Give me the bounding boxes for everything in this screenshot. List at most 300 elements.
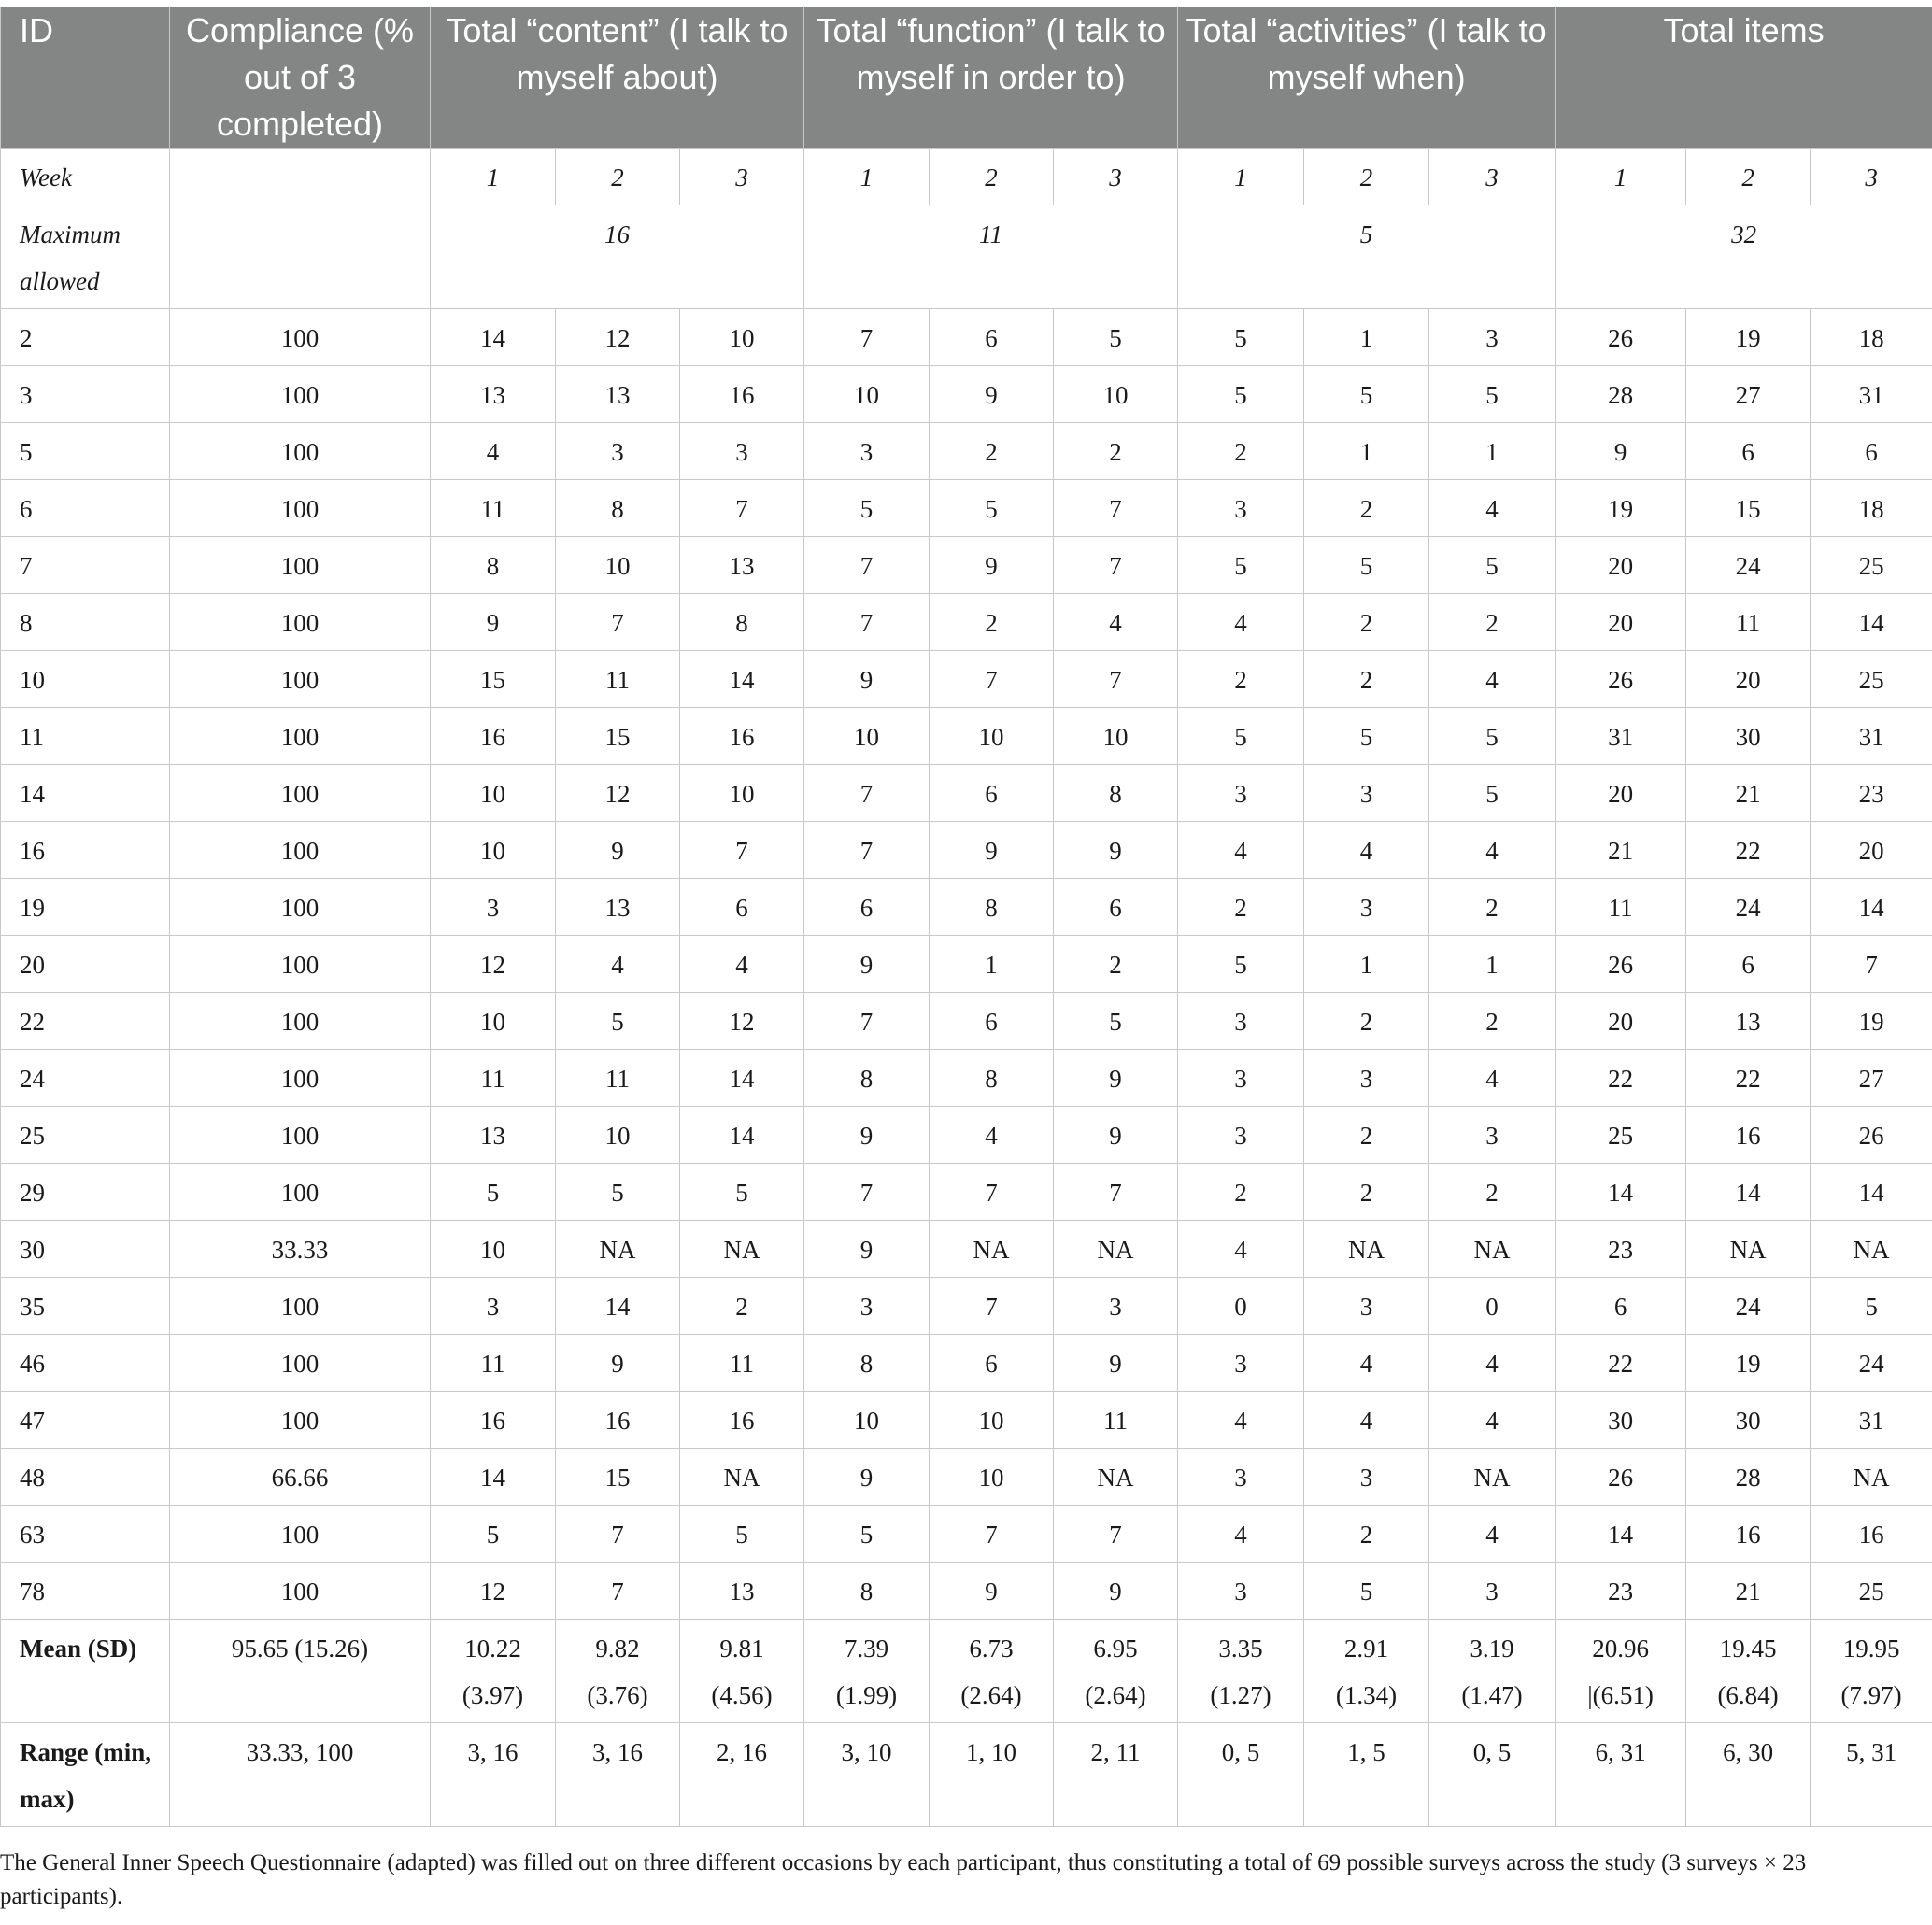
score-cell: 12 — [431, 936, 556, 993]
mean-sd-row — [1, 1620, 1932, 1723]
compliance-cell: 100 — [170, 879, 431, 936]
mean-sd-cell — [1178, 1620, 1304, 1723]
score-cell: 4 — [1178, 1392, 1304, 1449]
week-cell: 2 — [1304, 149, 1429, 205]
mean-value: 6.73 — [969, 1635, 1014, 1663]
participant-id: 63 — [1, 1506, 170, 1563]
score-cell: 31 — [1811, 366, 1932, 423]
mean-value: 19.45 — [1719, 1635, 1777, 1663]
score-cell: NA — [930, 1221, 1054, 1278]
participant-id: 47 — [1, 1392, 170, 1449]
score-cell: 2 — [1429, 879, 1556, 936]
score-cell: 5 — [1054, 309, 1178, 366]
score-cell: 20 — [1686, 651, 1811, 708]
score-cell: 14 — [680, 1050, 804, 1107]
score-cell: 5 — [1304, 1563, 1429, 1620]
score-cell: 10 — [556, 1107, 680, 1164]
score-cell: 9 — [556, 1335, 680, 1392]
score-cell: 11 — [556, 651, 680, 708]
score-cell: NA — [556, 1221, 680, 1278]
table-row — [1, 1221, 1932, 1278]
table-row — [1, 309, 1932, 366]
score-cell: 25 — [1811, 537, 1932, 594]
score-cell: 6 — [1556, 1278, 1686, 1335]
score-cell: 1 — [1429, 936, 1556, 993]
score-cell: 7 — [804, 594, 930, 651]
score-cell: 10 — [804, 366, 930, 423]
week-cell: 1 — [1556, 149, 1686, 205]
score-cell: 9 — [1054, 1107, 1178, 1164]
score-cell: 7 — [930, 1278, 1054, 1335]
table-row — [1, 366, 1932, 423]
score-cell: 7 — [804, 822, 930, 879]
score-cell: 2 — [1304, 993, 1429, 1050]
sd-value: (3.97) — [462, 1681, 524, 1709]
score-cell: 11 — [1686, 594, 1811, 651]
participant-id: 14 — [1, 765, 170, 822]
score-cell: 4 — [1178, 1506, 1304, 1563]
score-cell: 9 — [431, 594, 556, 651]
score-cell: 13 — [431, 1107, 556, 1164]
score-cell: 2 — [1304, 480, 1429, 537]
score-cell: 25 — [1811, 651, 1932, 708]
participant-id: 29 — [1, 1164, 170, 1221]
participant-id: 25 — [1, 1107, 170, 1164]
score-cell: 11 — [431, 1335, 556, 1392]
score-cell: 4 — [1304, 822, 1429, 879]
score-cell: 15 — [431, 651, 556, 708]
range-cell: 1, 5 — [1304, 1723, 1429, 1827]
week-cell: 3 — [1429, 149, 1556, 205]
table-row — [1, 1335, 1932, 1392]
header-total-items: Total items — [1556, 7, 1932, 149]
header-activities: Total “activities” (I talk to myself when) — [1178, 7, 1556, 149]
score-cell: 22 — [1556, 1335, 1686, 1392]
mean-compliance: 95.65 (15.26) — [170, 1620, 431, 1723]
range-cell: 6, 31 — [1556, 1723, 1686, 1827]
header-id: ID — [1, 7, 170, 149]
score-cell: 9 — [930, 1563, 1054, 1620]
table-row — [1, 765, 1932, 822]
score-cell: 6 — [1686, 423, 1811, 480]
score-cell: 5 — [680, 1164, 804, 1221]
mean-value: 19.95 — [1842, 1635, 1900, 1663]
score-cell: 15 — [1686, 480, 1811, 537]
participant-id: 48 — [1, 1449, 170, 1506]
mean-sd-cell — [680, 1620, 804, 1723]
score-cell: 21 — [1556, 822, 1686, 879]
score-cell: 16 — [680, 708, 804, 765]
score-cell: 3 — [431, 879, 556, 936]
score-cell: 6 — [1054, 879, 1178, 936]
header-content: Total “content” (I talk to myself about) — [431, 7, 804, 149]
score-cell: 19 — [1686, 1335, 1811, 1392]
score-cell: 5 — [930, 480, 1054, 537]
compliance-cell: 100 — [170, 1107, 431, 1164]
compliance-cell: 100 — [170, 651, 431, 708]
score-cell: 7 — [804, 993, 930, 1050]
score-cell: 10 — [804, 708, 930, 765]
range-row — [1, 1723, 1932, 1827]
score-cell: 10 — [680, 765, 804, 822]
score-cell: 3 — [1429, 309, 1556, 366]
mean-sd-cell — [1686, 1620, 1811, 1723]
range-cell: 6, 30 — [1686, 1723, 1811, 1827]
week-cell: 2 — [930, 149, 1054, 205]
score-cell: 2 — [930, 594, 1054, 651]
score-cell: 9 — [804, 936, 930, 993]
score-cell: 26 — [1811, 1107, 1932, 1164]
score-cell: 6 — [930, 765, 1054, 822]
score-cell: 3 — [1178, 765, 1304, 822]
score-cell: 3 — [1304, 765, 1429, 822]
score-cell: 30 — [1556, 1392, 1686, 1449]
score-cell: 8 — [680, 594, 804, 651]
score-cell: 26 — [1556, 651, 1686, 708]
score-cell: 0 — [1429, 1278, 1556, 1335]
score-cell: 5 — [1178, 708, 1304, 765]
score-cell: 11 — [556, 1050, 680, 1107]
score-cell: 11 — [680, 1335, 804, 1392]
score-cell: 7 — [804, 1164, 930, 1221]
table-row — [1, 480, 1932, 537]
score-cell: 7 — [556, 1563, 680, 1620]
score-cell: 5 — [1178, 366, 1304, 423]
score-cell: 3 — [1178, 993, 1304, 1050]
mean-sd-cell — [1556, 1620, 1686, 1723]
participant-id: 30 — [1, 1221, 170, 1278]
maximum-activities: 5 — [1178, 205, 1556, 309]
participant-id: 20 — [1, 936, 170, 993]
score-cell: 19 — [1686, 309, 1811, 366]
score-cell: 12 — [556, 765, 680, 822]
score-cell: 2 — [1429, 594, 1556, 651]
week-cell: 2 — [1686, 149, 1811, 205]
score-cell: 4 — [930, 1107, 1054, 1164]
score-cell: 14 — [1556, 1506, 1686, 1563]
score-cell: 25 — [1556, 1107, 1686, 1164]
table-row — [1, 1050, 1932, 1107]
score-cell: 8 — [930, 879, 1054, 936]
score-cell: 14 — [680, 1107, 804, 1164]
sd-value: (4.56) — [711, 1681, 773, 1709]
table-row — [1, 1392, 1932, 1449]
score-cell: 4 — [1178, 594, 1304, 651]
score-cell: 16 — [1686, 1506, 1811, 1563]
sd-value: (1.47) — [1461, 1681, 1523, 1709]
range-cell: 3, 16 — [556, 1723, 680, 1827]
score-cell: 2 — [1429, 1164, 1556, 1221]
sd-value: (7.97) — [1840, 1681, 1902, 1709]
score-cell: 3 — [1304, 879, 1429, 936]
score-cell: 7 — [1054, 1506, 1178, 1563]
maximum-allowed-label: Maximum allowed — [1, 205, 170, 309]
score-cell: 5 — [1178, 537, 1304, 594]
score-cell: 10 — [930, 1449, 1054, 1506]
score-cell: NA — [1304, 1221, 1429, 1278]
score-cell: 28 — [1686, 1449, 1811, 1506]
table-row — [1, 708, 1932, 765]
score-cell: 24 — [1686, 537, 1811, 594]
score-cell: 5 — [556, 1164, 680, 1221]
score-cell: 11 — [1054, 1392, 1178, 1449]
mean-value: 3.19 — [1470, 1635, 1514, 1663]
score-cell: 16 — [680, 366, 804, 423]
compliance-cell: 100 — [170, 1278, 431, 1335]
score-cell: 16 — [431, 708, 556, 765]
score-cell: 13 — [680, 1563, 804, 1620]
score-cell: 4 — [1429, 1392, 1556, 1449]
participant-id: 3 — [1, 366, 170, 423]
score-cell: 4 — [1429, 480, 1556, 537]
score-cell: 2 — [1304, 1164, 1429, 1221]
score-cell: 6 — [804, 879, 930, 936]
score-cell: 16 — [680, 1392, 804, 1449]
score-cell: 24 — [1686, 879, 1811, 936]
mean-value: 9.81 — [719, 1635, 764, 1663]
score-cell: 5 — [431, 1506, 556, 1563]
score-cell: 26 — [1556, 309, 1686, 366]
compliance-cell: 100 — [170, 480, 431, 537]
table-row — [1, 1164, 1932, 1221]
score-cell: 11 — [1556, 879, 1686, 936]
score-cell: 2 — [1178, 879, 1304, 936]
score-cell: 31 — [1811, 708, 1932, 765]
compliance-cell: 100 — [170, 423, 431, 480]
score-cell: 14 — [1556, 1164, 1686, 1221]
score-cell: 5 — [1178, 936, 1304, 993]
compliance-cell: 100 — [170, 936, 431, 993]
maximum-function: 11 — [804, 205, 1178, 309]
participant-id: 24 — [1, 1050, 170, 1107]
score-cell: 5 — [1304, 366, 1429, 423]
score-cell: 5 — [804, 1506, 930, 1563]
score-cell: 10 — [556, 537, 680, 594]
participant-id: 10 — [1, 651, 170, 708]
score-cell: 23 — [1556, 1563, 1686, 1620]
score-cell: 2 — [1178, 1164, 1304, 1221]
score-cell: 7 — [680, 480, 804, 537]
score-cell: 10 — [1054, 708, 1178, 765]
range-cell: 3, 10 — [804, 1723, 930, 1827]
score-cell: 2 — [1304, 1107, 1429, 1164]
score-cell: 21 — [1686, 765, 1811, 822]
participant-id: 16 — [1, 822, 170, 879]
score-cell: 4 — [1429, 822, 1556, 879]
score-cell: 9 — [804, 651, 930, 708]
score-cell: NA — [680, 1221, 804, 1278]
score-cell: 5 — [1429, 366, 1556, 423]
score-cell: 3 — [431, 1278, 556, 1335]
compliance-cell: 100 — [170, 1506, 431, 1563]
score-cell: 7 — [1054, 1164, 1178, 1221]
score-cell: 24 — [1811, 1335, 1932, 1392]
score-cell: 4 — [431, 423, 556, 480]
compliance-cell: 100 — [170, 708, 431, 765]
sd-value: (3.76) — [587, 1681, 648, 1709]
score-cell: 4 — [1304, 1392, 1429, 1449]
score-cell: 9 — [930, 366, 1054, 423]
score-cell: 2 — [1054, 423, 1178, 480]
score-cell: 27 — [1811, 1050, 1932, 1107]
score-cell: 5 — [680, 1506, 804, 1563]
score-cell: 14 — [1811, 594, 1932, 651]
maximum-total: 32 — [1556, 205, 1932, 309]
score-cell: 13 — [431, 366, 556, 423]
score-cell: 14 — [1811, 879, 1932, 936]
score-cell: 10 — [930, 1392, 1054, 1449]
mean-value: 7.39 — [844, 1635, 889, 1663]
header-row — [1, 7, 1932, 149]
participant-id: 22 — [1, 993, 170, 1050]
compliance-cell: 100 — [170, 765, 431, 822]
sd-value: (6.84) — [1717, 1681, 1779, 1709]
table-row — [1, 651, 1932, 708]
score-cell: 20 — [1811, 822, 1932, 879]
score-cell: 1 — [1304, 936, 1429, 993]
score-cell: 6 — [930, 309, 1054, 366]
score-cell: 5 — [431, 1164, 556, 1221]
table-container — [0, 7, 1932, 1827]
score-cell: 9 — [1054, 822, 1178, 879]
participant-id: 35 — [1, 1278, 170, 1335]
score-cell: 8 — [431, 537, 556, 594]
score-cell: 2 — [680, 1278, 804, 1335]
score-cell: 2 — [1304, 651, 1429, 708]
score-cell: 3 — [1178, 1107, 1304, 1164]
table-footnote: The General Inner Speech Questionnaire (adapted) was filled out on three different occasions by each participant, thus constituting a total of 69 possible surveys across the study (3 surveys × 23 participants). — [0, 1850, 1807, 1909]
week-label: Week — [1, 149, 170, 205]
score-cell: 15 — [556, 1449, 680, 1506]
score-cell: 31 — [1556, 708, 1686, 765]
mean-sd-cell — [431, 1620, 556, 1723]
score-cell: 3 — [1304, 1449, 1429, 1506]
sd-value: (1.27) — [1210, 1681, 1271, 1709]
score-cell: 10 — [431, 993, 556, 1050]
score-cell: 7 — [556, 594, 680, 651]
score-cell: 20 — [1556, 594, 1686, 651]
week-cell: 3 — [680, 149, 804, 205]
score-cell: NA — [1811, 1449, 1932, 1506]
score-cell: 14 — [1811, 1164, 1932, 1221]
score-cell: 7 — [804, 537, 930, 594]
score-cell: 1 — [1429, 423, 1556, 480]
mean-sd-label: Mean (SD) — [1, 1620, 170, 1723]
score-cell: 3 — [1304, 1050, 1429, 1107]
score-cell: 4 — [1429, 1335, 1556, 1392]
score-cell: 9 — [804, 1449, 930, 1506]
score-cell: 9 — [556, 822, 680, 879]
score-cell: 25 — [1811, 1563, 1932, 1620]
score-cell: 7 — [556, 1506, 680, 1563]
mean-value: 9.82 — [595, 1635, 640, 1663]
score-cell: 2 — [1178, 423, 1304, 480]
participant-id: 2 — [1, 309, 170, 366]
score-cell: 20 — [1556, 537, 1686, 594]
score-cell: 12 — [556, 309, 680, 366]
range-label: Range (min, max) — [1, 1723, 170, 1827]
score-cell: 8 — [804, 1050, 930, 1107]
table-row — [1, 1107, 1932, 1164]
mean-sd-cell — [804, 1620, 930, 1723]
range-cell: 0, 5 — [1178, 1723, 1304, 1827]
score-cell: 7 — [1054, 537, 1178, 594]
score-cell: 28 — [1556, 366, 1686, 423]
score-cell: 5 — [804, 480, 930, 537]
mean-value: 3.35 — [1218, 1635, 1263, 1663]
header-compliance: Compliance (% out of 3 completed) — [170, 7, 431, 149]
compliance-cell: 100 — [170, 1392, 431, 1449]
score-cell: 8 — [804, 1563, 930, 1620]
score-cell: 14 — [1686, 1164, 1811, 1221]
range-cell: 5, 31 — [1811, 1723, 1932, 1827]
score-cell: 24 — [1686, 1278, 1811, 1335]
maximum-content: 16 — [431, 205, 804, 309]
score-cell: NA — [1429, 1449, 1556, 1506]
score-cell: 5 — [1429, 708, 1556, 765]
score-cell: 5 — [1429, 537, 1556, 594]
participant-id: 6 — [1, 480, 170, 537]
score-cell: 10 — [930, 708, 1054, 765]
week-compliance-empty — [170, 149, 431, 205]
participant-id: 7 — [1, 537, 170, 594]
range-cell: 2, 11 — [1054, 1723, 1178, 1827]
mean-value: 10.22 — [464, 1635, 521, 1663]
score-cell: 5 — [1178, 309, 1304, 366]
score-cell: 9 — [1054, 1563, 1178, 1620]
participant-id: 46 — [1, 1335, 170, 1392]
score-cell: 5 — [1811, 1278, 1932, 1335]
table-row — [1, 822, 1932, 879]
score-cell: 14 — [680, 651, 804, 708]
score-cell: 7 — [804, 309, 930, 366]
score-cell: NA — [680, 1449, 804, 1506]
score-cell: 7 — [930, 651, 1054, 708]
score-cell: 11 — [431, 1050, 556, 1107]
score-cell: 8 — [1054, 765, 1178, 822]
score-cell: 9 — [930, 537, 1054, 594]
participant-id: 5 — [1, 423, 170, 480]
score-cell: 7 — [1054, 651, 1178, 708]
week-cell: 1 — [431, 149, 556, 205]
score-cell: 31 — [1811, 1392, 1932, 1449]
score-cell: 4 — [1054, 594, 1178, 651]
mean-sd-cell — [1429, 1620, 1556, 1723]
sd-value: (2.64) — [1085, 1681, 1146, 1709]
score-cell: 2 — [1054, 936, 1178, 993]
score-cell: 16 — [1686, 1107, 1811, 1164]
score-cell: 8 — [930, 1050, 1054, 1107]
score-cell: 3 — [1429, 1107, 1556, 1164]
compliance-cell: 100 — [170, 366, 431, 423]
score-cell: 5 — [1429, 765, 1556, 822]
score-cell: 3 — [804, 423, 930, 480]
score-cell: 9 — [804, 1107, 930, 1164]
score-cell: 14 — [556, 1278, 680, 1335]
score-cell: 15 — [556, 708, 680, 765]
score-cell: 9 — [1054, 1050, 1178, 1107]
score-cell: 3 — [1178, 1563, 1304, 1620]
score-cell: 9 — [1054, 1335, 1178, 1392]
compliance-cell: 100 — [170, 309, 431, 366]
score-cell: 8 — [804, 1335, 930, 1392]
table-row — [1, 537, 1932, 594]
score-cell: 18 — [1811, 309, 1932, 366]
compliance-cell: 100 — [170, 594, 431, 651]
score-cell: 3 — [1178, 1335, 1304, 1392]
mean-sd-cell — [556, 1620, 680, 1723]
score-cell: 3 — [1054, 1278, 1178, 1335]
